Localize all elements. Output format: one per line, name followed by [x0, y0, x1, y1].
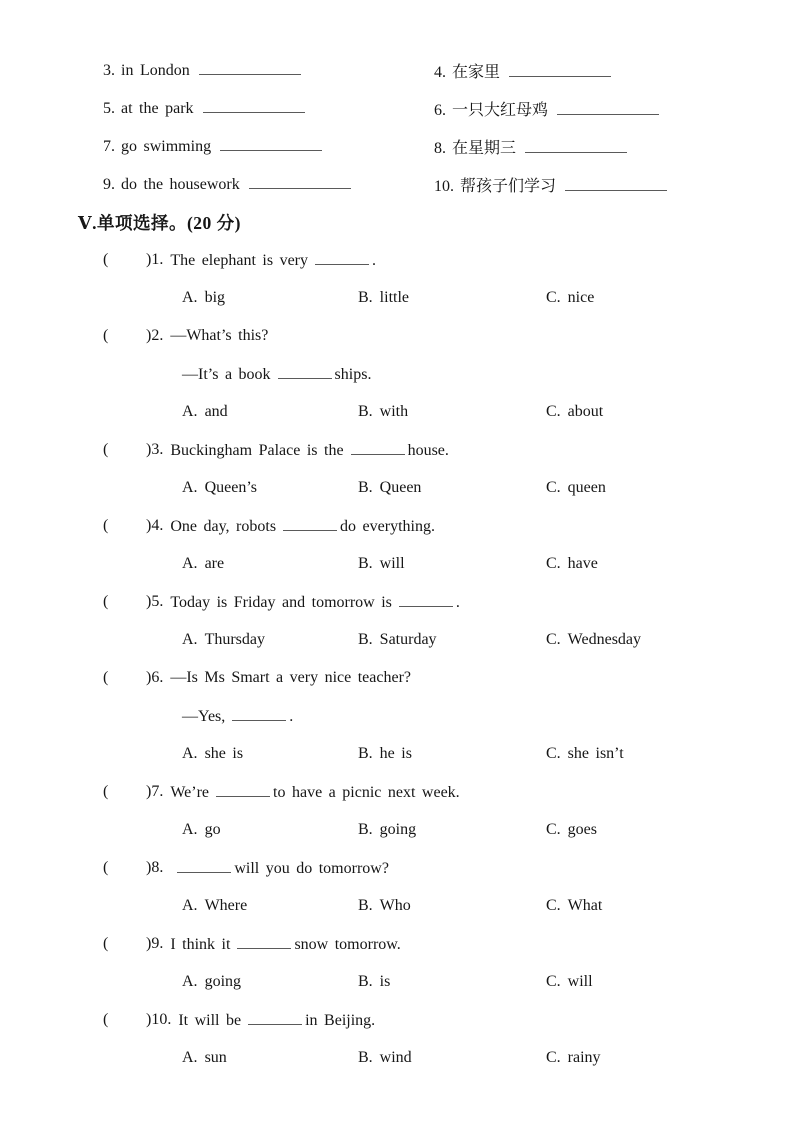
answer-blank: [565, 177, 667, 191]
options-row: [78, 545, 765, 583]
stem-text: Today is Friday and tomorrow is: [170, 593, 392, 611]
options-row: [78, 735, 765, 773]
question-number: [146, 593, 163, 611]
options-row: [78, 469, 765, 507]
question-num-text: 2.: [151, 327, 164, 344]
option-text: Queen’s: [204, 479, 257, 496]
question-num-text: 4.: [151, 517, 164, 534]
item-text: 一只大红母鸡: [452, 101, 549, 119]
option-a: [182, 555, 358, 573]
question-num-text: 3.: [151, 441, 164, 458]
option-text: will: [379, 555, 405, 572]
option-c: [546, 1049, 765, 1067]
answer-blank: [203, 99, 305, 113]
option-text: about: [567, 403, 604, 420]
answer-blank: [315, 251, 369, 265]
option-label: B.: [358, 631, 373, 648]
question-number: [146, 783, 163, 801]
options-row: [78, 963, 765, 1001]
question-num-text: 6.: [151, 669, 164, 686]
close-paren: ): [146, 935, 152, 952]
translation-item: [434, 59, 611, 82]
translation-section: [78, 51, 765, 203]
question-line: [78, 317, 765, 355]
option-label: A.: [182, 821, 198, 838]
options-row: [78, 621, 765, 659]
answer-blank: [249, 175, 351, 189]
answer-blank: [199, 61, 301, 75]
open-paren: (: [103, 669, 109, 686]
option-c: [546, 973, 765, 991]
option-text: she isn’t: [567, 745, 624, 762]
stem-text: ships.: [334, 365, 372, 383]
option-a: [182, 1049, 358, 1067]
option-text: Who: [379, 897, 411, 914]
option-b: [358, 403, 546, 421]
question-stem: [182, 365, 371, 384]
item-number: 6.: [434, 101, 446, 119]
stem-text: I think it: [170, 935, 231, 953]
question-stem: [182, 707, 293, 726]
option-label: B.: [358, 897, 373, 914]
option-a: [182, 745, 358, 763]
option-text: have: [567, 555, 598, 572]
question-stem: [170, 669, 411, 687]
option-text: Queen: [379, 479, 422, 496]
close-paren: ): [146, 1011, 152, 1028]
option-label: C.: [546, 973, 561, 990]
translation-item: [434, 135, 627, 158]
item-number: 9.: [103, 175, 115, 193]
question-line: [78, 431, 765, 469]
option-label: C.: [546, 1049, 561, 1066]
option-label: A.: [182, 631, 198, 648]
item-text: in London: [121, 61, 190, 79]
option-label: A.: [182, 897, 198, 914]
option-label: A.: [182, 555, 198, 572]
question-stem: [170, 859, 389, 878]
option-b: [358, 821, 546, 839]
option-c: [546, 479, 765, 497]
answer-blank: [283, 517, 337, 531]
option-label: C.: [546, 821, 561, 838]
translation-row: [78, 51, 765, 89]
option-text: he is: [379, 745, 412, 762]
answer-blank: [525, 139, 627, 153]
question-line: [78, 241, 765, 279]
close-paren: ): [146, 251, 152, 268]
option-b: [358, 289, 546, 307]
question-num-text: 10.: [151, 1011, 172, 1028]
answer-blank: [248, 1011, 302, 1025]
options-row: [78, 1039, 765, 1077]
option-label: C.: [546, 631, 561, 648]
question-num-text: 8.: [151, 859, 164, 876]
answer-blank: [237, 935, 291, 949]
translation-item: [434, 173, 667, 196]
question-stem: [170, 783, 459, 802]
question-line: [78, 659, 765, 697]
option-label: A.: [182, 403, 198, 420]
option-label: A.: [182, 973, 198, 990]
option-c: [546, 897, 765, 915]
item-text: 帮孩子们学习: [460, 177, 557, 195]
option-text: big: [204, 289, 226, 306]
stem-text: One day, robots: [170, 517, 277, 535]
translation-item: [103, 99, 434, 118]
option-text: with: [379, 403, 409, 420]
stem-text: The elephant is very: [170, 251, 308, 269]
section-heading: Ⅴ.单项选择。(20 分): [78, 212, 241, 233]
open-paren: (: [103, 593, 109, 610]
option-text: going: [379, 821, 417, 838]
question-line: [78, 1001, 765, 1039]
options-row: [78, 393, 765, 431]
option-text: wind: [379, 1049, 412, 1066]
close-paren: ): [146, 517, 152, 534]
stem-text: —Yes,: [182, 707, 226, 725]
option-b: [358, 631, 546, 649]
stem-text: It will be: [178, 1011, 242, 1029]
option-b: [358, 555, 546, 573]
open-paren: (: [103, 441, 109, 458]
translation-item: [103, 61, 434, 80]
option-text: Thursday: [204, 631, 265, 648]
answer-blank: [351, 441, 405, 455]
item-text: do the housework: [121, 175, 240, 193]
stem-text: .: [455, 593, 460, 611]
item-number: 4.: [434, 63, 446, 81]
option-label: A.: [182, 289, 198, 306]
open-paren: (: [103, 935, 109, 952]
option-c: [546, 631, 765, 649]
question-line: [78, 583, 765, 621]
option-label: A.: [182, 479, 198, 496]
option-label: C.: [546, 897, 561, 914]
option-c: [546, 821, 765, 839]
option-label: C.: [546, 403, 561, 420]
option-a: [182, 821, 358, 839]
question-number: [146, 327, 163, 345]
close-paren: ): [146, 669, 152, 686]
close-paren: ): [146, 859, 152, 876]
option-label: B.: [358, 289, 373, 306]
option-a: [182, 403, 358, 421]
option-text: are: [204, 555, 225, 572]
stem-text: —It’s a book: [182, 365, 271, 383]
stem-text: to have a picnic next week.: [273, 783, 460, 801]
option-label: B.: [358, 973, 373, 990]
option-text: little: [379, 289, 409, 306]
question-number: [146, 859, 163, 877]
open-paren: (: [103, 251, 109, 268]
option-c: [546, 403, 765, 421]
answer-blank: [278, 365, 332, 379]
stem-text: —Is Ms Smart a very nice teacher?: [170, 669, 412, 686]
stem-text: will you do tomorrow?: [234, 859, 389, 877]
option-b: [358, 973, 546, 991]
question-stem: [170, 251, 376, 270]
choice-section: [78, 241, 765, 1077]
translation-row: [78, 89, 765, 127]
question-line: [78, 773, 765, 811]
question-line: [78, 849, 765, 887]
option-text: going: [204, 973, 242, 990]
stem-text: in Beijing.: [305, 1011, 376, 1029]
option-text: What: [567, 897, 603, 914]
question-number: [146, 669, 163, 687]
open-paren: (: [103, 859, 109, 876]
item-text: 在星期三: [452, 139, 517, 157]
option-label: A.: [182, 745, 198, 762]
close-paren: ): [146, 327, 152, 344]
option-text: Wednesday: [567, 631, 642, 648]
close-paren: ): [146, 593, 152, 610]
option-text: she is: [204, 745, 244, 762]
item-number: 8.: [434, 139, 446, 157]
translation-item: [434, 97, 659, 120]
option-text: nice: [567, 289, 595, 306]
translation-row: [78, 127, 765, 165]
option-text: sun: [204, 1049, 227, 1066]
answer-blank: [232, 707, 286, 721]
option-label: B.: [358, 555, 373, 572]
option-text: Saturday: [379, 631, 437, 648]
translation-item: [103, 137, 434, 156]
question-line: [78, 925, 765, 963]
question-number: [146, 517, 163, 535]
option-c: [546, 745, 765, 763]
stem-text: .: [372, 251, 376, 269]
item-number: 10.: [434, 177, 454, 195]
options-row: [78, 279, 765, 317]
question-number: [146, 1011, 171, 1029]
stem-text: We’re: [170, 783, 210, 801]
question-line: [78, 355, 765, 393]
question-number: [146, 441, 163, 459]
question-stem: [170, 517, 435, 536]
item-number: 3.: [103, 61, 115, 79]
option-label: B.: [358, 479, 373, 496]
open-paren: (: [103, 1011, 109, 1028]
option-a: [182, 973, 358, 991]
options-row: [78, 887, 765, 925]
question-number: [146, 935, 163, 953]
option-text: goes: [567, 821, 597, 838]
question-num-text: 7.: [151, 783, 164, 800]
item-text: at the park: [121, 99, 194, 117]
stem-text: house.: [407, 441, 449, 459]
close-paren: ): [146, 441, 152, 458]
option-label: B.: [358, 403, 373, 420]
stem-text: snow tomorrow.: [294, 935, 401, 953]
item-number: 7.: [103, 137, 115, 155]
question-stem: [178, 1011, 375, 1030]
option-label: A.: [182, 1049, 198, 1066]
choice-section-heading-row: [78, 203, 765, 241]
question-stem: [170, 935, 400, 954]
answer-blank: [509, 63, 611, 77]
option-b: [358, 479, 546, 497]
question-line: [78, 697, 765, 735]
answer-blank: [177, 859, 231, 873]
option-b: [358, 1049, 546, 1067]
stem-text: do everything.: [340, 517, 435, 535]
option-label: C.: [546, 745, 561, 762]
translation-row: [78, 165, 765, 203]
item-text: 在家里: [452, 63, 501, 81]
option-label: B.: [358, 1049, 373, 1066]
option-text: will: [567, 973, 593, 990]
question-num-text: 9.: [151, 935, 164, 952]
close-paren: ): [146, 783, 152, 800]
question-num-text: 5.: [151, 593, 164, 610]
option-text: is: [379, 973, 391, 990]
question-line: [78, 507, 765, 545]
option-label: B.: [358, 821, 373, 838]
option-a: [182, 897, 358, 915]
option-label: B.: [358, 745, 373, 762]
option-c: [546, 289, 765, 307]
option-text: Where: [204, 897, 248, 914]
option-text: go: [204, 821, 221, 838]
question-num-text: 1.: [151, 251, 164, 268]
open-paren: (: [103, 327, 109, 344]
question-stem: [170, 593, 460, 612]
stem-text: Buckingham Palace is the: [170, 441, 344, 459]
option-a: [182, 289, 358, 307]
options-row: [78, 811, 765, 849]
question-stem: [170, 441, 449, 460]
answer-blank: [220, 137, 322, 151]
open-paren: (: [103, 783, 109, 800]
option-b: [358, 745, 546, 763]
answer-blank: [399, 593, 453, 607]
stem-text: —What’s this?: [170, 327, 269, 344]
answer-blank: [557, 101, 659, 115]
option-label: C.: [546, 555, 561, 572]
option-label: C.: [546, 289, 561, 306]
option-a: [182, 479, 358, 497]
option-text: queen: [567, 479, 606, 496]
option-c: [546, 555, 765, 573]
option-label: C.: [546, 479, 561, 496]
answer-blank: [216, 783, 270, 797]
option-a: [182, 631, 358, 649]
option-text: and: [204, 403, 228, 420]
question-number: [146, 251, 163, 269]
question-stem: [170, 327, 268, 345]
stem-text: .: [289, 707, 294, 725]
option-b: [358, 897, 546, 915]
item-number: 5.: [103, 99, 115, 117]
option-text: rainy: [567, 1049, 601, 1066]
translation-item: [103, 175, 434, 194]
item-text: go swimming: [121, 137, 212, 155]
open-paren: (: [103, 517, 109, 534]
